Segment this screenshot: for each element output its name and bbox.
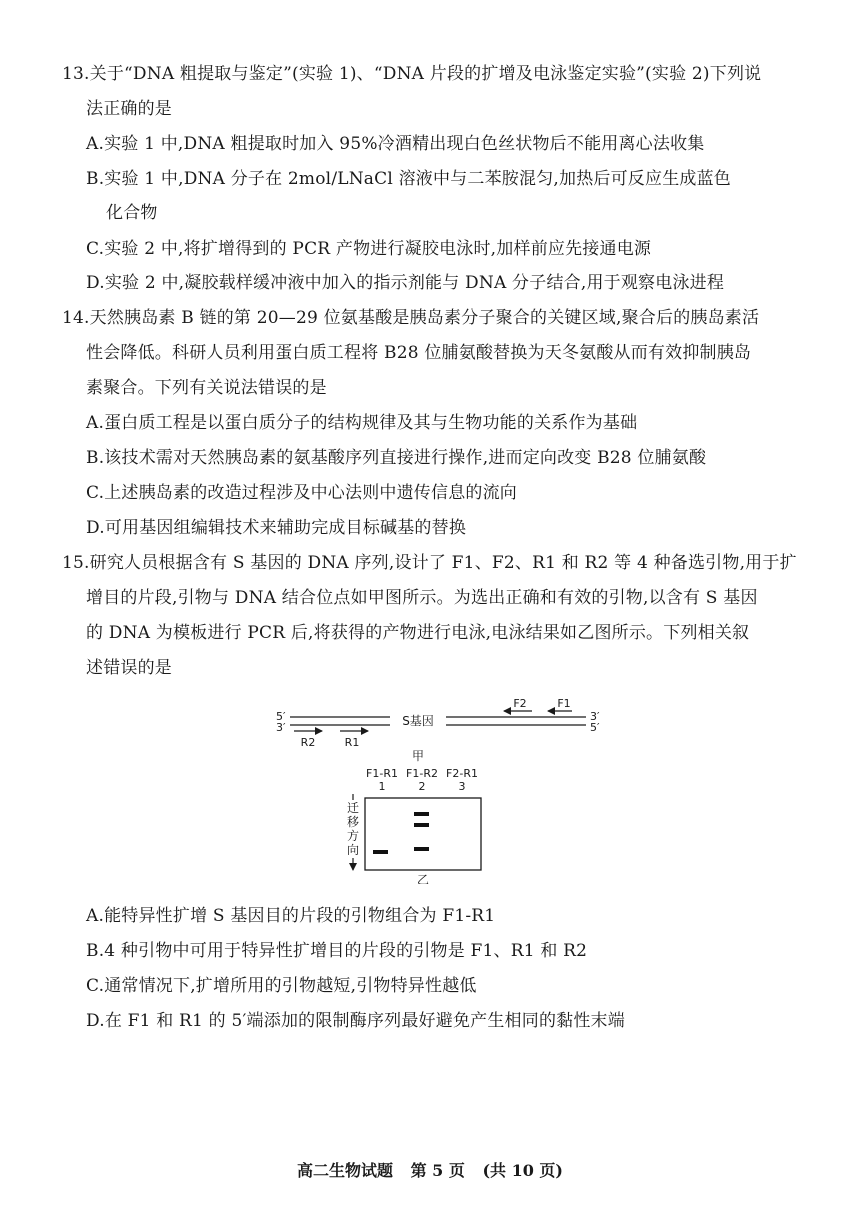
q13-stem-line-1: 13.关于“DNA 粗提取与鉴定”(实验 1)、“DNA 片段的扩增及电泳鉴定实验”(实验 2)下列说 <box>62 64 762 84</box>
page-footer <box>0 1160 860 1182</box>
diagram-yi <box>347 767 481 884</box>
q14-option-c: C.上述胰岛素的改造过程涉及中心法则中遗传信息的流向 <box>86 483 518 503</box>
caption-yi: 乙 <box>416 873 430 884</box>
footer-total: (共 10 页) <box>482 1161 563 1180</box>
primer-r1-label: R1 <box>344 736 360 749</box>
direction-char-3: 方 <box>346 829 360 843</box>
q13-option-c: C.实验 2 中,将扩增得到的 PCR 产物进行凝胶电泳时,加样前应先接通电源 <box>86 239 652 259</box>
end-3-top-right: 3′ <box>590 710 600 723</box>
direction-char-1: 迁 <box>346 801 360 815</box>
q14-option-d: D.可用基因组编辑技术来辅助完成目标碱基的替换 <box>86 518 467 538</box>
band-lane2-low <box>414 847 429 851</box>
gel-box <box>365 798 481 870</box>
primer-f2-label: F2 <box>513 697 527 710</box>
s-gene-label: S基因 <box>402 714 434 728</box>
q14-stem-line-1: 14.天然胰岛素 B 链的第 20—29 位氨基酸是胰岛素分子聚合的关键区域,聚合后的胰岛素活 <box>62 308 760 328</box>
q14-stem-line-3: 素聚合。下列有关说法错误的是 <box>86 378 327 398</box>
footer-page: 第 5 页 <box>410 1161 465 1180</box>
q13-stem-line-2: 法正确的是 <box>86 99 172 119</box>
diagram-jia <box>276 697 600 763</box>
lane-label-1: F1-R1 <box>366 767 398 780</box>
q15-option-c: C.通常情况下,扩增所用的引物越短,引物特异性越低 <box>86 976 477 996</box>
q15-stem-line-2: 增目的片段,引物与 DNA 结合位点如甲图所示。为选出正确和有效的引物,以含有 S 基因 <box>86 588 758 608</box>
q15-stem-line-1: 15.研究人员根据含有 S 基因的 DNA 序列,设计了 F1、F2、R1 和 R2 等 4 种备选引物,用于扩 <box>62 553 797 573</box>
footer-subject: 高二生物试题 <box>296 1161 393 1180</box>
q15-option-b: B.4 种引物中可用于特异性扩增目的片段的引物是 F1、R1 和 R2 <box>86 941 588 961</box>
q14-stem-line-2: 性会降低。科研人员利用蛋白质工程将 B28 位脯氨酸替换为天冬氨酸从而有效抑制胰岛 <box>86 343 752 363</box>
direction-char-4: 向 <box>346 843 360 857</box>
lane-label-3: F2-R1 <box>446 767 478 780</box>
q13-option-b-cont: 化合物 <box>106 203 158 223</box>
q14-option-a: A.蛋白质工程是以蛋白质分子的结构规律及其与生物功能的关系作为基础 <box>86 413 638 433</box>
q13-option-b: B.实验 1 中,DNA 分子在 2mol/LNaCl 溶液中与二苯胺混匀,加热后可反应生成蓝色 <box>86 169 731 189</box>
lane-number-3: 3 <box>458 780 466 793</box>
q15-stem-line-4: 述错误的是 <box>86 658 172 678</box>
q15-option-d: D.在 F1 和 R1 的 5′端添加的限制酶序列最好避免产生相同的黏性末端 <box>86 1011 625 1031</box>
end-3-bottom-left: 3′ <box>276 721 286 734</box>
band-lane2-top <box>414 812 429 816</box>
primer-r2-label: R2 <box>300 736 316 749</box>
band-lane1-low <box>373 850 388 854</box>
q13-option-d: D.实验 2 中,凝胶载样缓冲液中加入的指示剂能与 DNA 分子结合,用于观察电泳进程 <box>86 273 725 293</box>
q15-option-a: A.能特异性扩增 S 基因目的片段的引物组合为 F1-R1 <box>86 906 496 926</box>
end-5-bottom-right: 5′ <box>590 721 600 734</box>
q13-option-a: A.实验 1 中,DNA 粗提取时加入 95%冷酒精出现白色丝状物后不能用离心法收集 <box>86 134 705 154</box>
end-5-top-left: 5′ <box>276 710 286 723</box>
q15-stem-line-3: 的 DNA 为模板进行 PCR 后,将获得的产物进行电泳,电泳结果如乙图所示。下列相关叙 <box>86 623 750 643</box>
lane-number-2: 2 <box>418 780 426 793</box>
lane-number-1: 1 <box>378 780 386 793</box>
direction-char-2: 移 <box>346 815 360 829</box>
caption-jia: 甲 <box>411 749 425 763</box>
lane-label-2: F1-R2 <box>406 767 438 780</box>
primer-f1-label: F1 <box>557 697 571 710</box>
pcr-primer-figure <box>270 694 610 884</box>
band-lane2-mid <box>414 823 429 827</box>
q14-option-b: B.该技术需对天然胰岛素的氨基酸序列直接进行操作,进而定向改变 B28 位脯氨酸 <box>86 448 707 468</box>
